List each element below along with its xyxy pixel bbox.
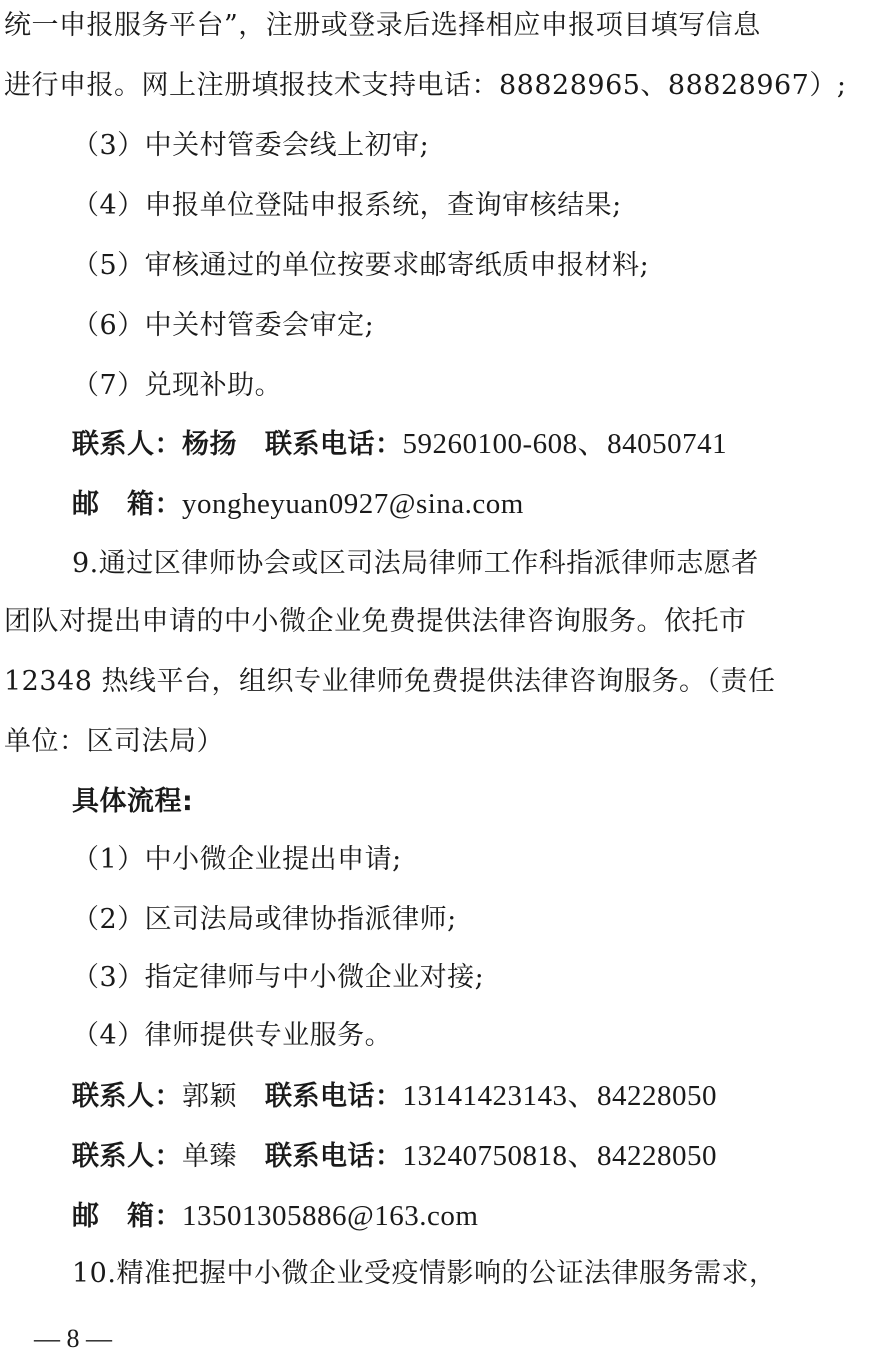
contact-line xyxy=(72,1076,717,1117)
step-item: （4）申报单位登陆申报系统，查询审核结果; xyxy=(72,190,622,221)
step-item: （1）中小微企业提出申请; xyxy=(72,844,402,875)
contact-line xyxy=(72,1136,717,1177)
contact-line xyxy=(72,424,727,465)
phone-value: 13141423143、84228050 xyxy=(402,1080,718,1112)
contact-name: 郭颖 xyxy=(182,1081,237,1112)
step-item: （7）兑现补助。 xyxy=(72,370,283,401)
paragraph-line: 10.精准把握中小微企业受疫情影响的公证法律服务需求， xyxy=(72,1258,777,1289)
email-line xyxy=(72,484,524,525)
paragraph-line: 9.通过区律师协会或区司法局律师工作科指派律师志愿者 xyxy=(72,548,759,579)
step-item: （3）指定律师与中小微企业对接; xyxy=(72,962,485,993)
phone-label: 联系电话： xyxy=(265,1081,403,1112)
step-item: （6）中关村管委会审定; xyxy=(72,310,375,341)
paragraph-line: 团队对提出申请的中小微企业免费提供法律咨询服务。依托市 xyxy=(4,606,747,637)
paragraph-line: 12348 热线平台，组织专业律师免费提供法律咨询服务。（责任 xyxy=(4,666,776,697)
step-item: （5）审核通过的单位按要求邮寄纸质申报材料; xyxy=(72,250,650,281)
email-line xyxy=(72,1196,478,1237)
phone-value: 59260100-608、84050741 xyxy=(402,428,728,460)
contact-label: 联系人： xyxy=(72,1081,182,1112)
step-item: （2）区司法局或律协指派律师; xyxy=(72,904,457,935)
paragraph-line: 进行申报。网上注册填报技术支持电话：88828965、88828967）; xyxy=(4,70,847,101)
page-number: — 8 — xyxy=(34,1324,112,1353)
step-item: （4）律师提供专业服务。 xyxy=(72,1020,393,1051)
phone-label: 联系电话： xyxy=(265,1141,403,1172)
paragraph-line: 单位：区司法局） xyxy=(4,726,224,757)
contact-name: 杨扬 xyxy=(182,429,237,460)
email-value: yongheyuan0927@sina.com xyxy=(182,488,524,520)
contact-label: 联系人： xyxy=(72,429,182,460)
section-heading: 具体流程: xyxy=(72,786,194,817)
contact-label: 联系人： xyxy=(72,1141,182,1172)
email-value: 13501305886@163.com xyxy=(182,1200,479,1232)
contact-name: 单臻 xyxy=(182,1141,237,1172)
step-item: （3）中关村管委会线上初审; xyxy=(72,130,430,161)
email-label: 邮 箱： xyxy=(72,1201,182,1232)
paragraph-line: 统一申报服务平台”，注册或登录后选择相应申报项目填写信息 xyxy=(4,10,761,41)
phone-label: 联系电话： xyxy=(265,429,403,460)
phone-value: 13240750818、84228050 xyxy=(402,1140,718,1172)
email-label: 邮 箱： xyxy=(72,489,182,520)
